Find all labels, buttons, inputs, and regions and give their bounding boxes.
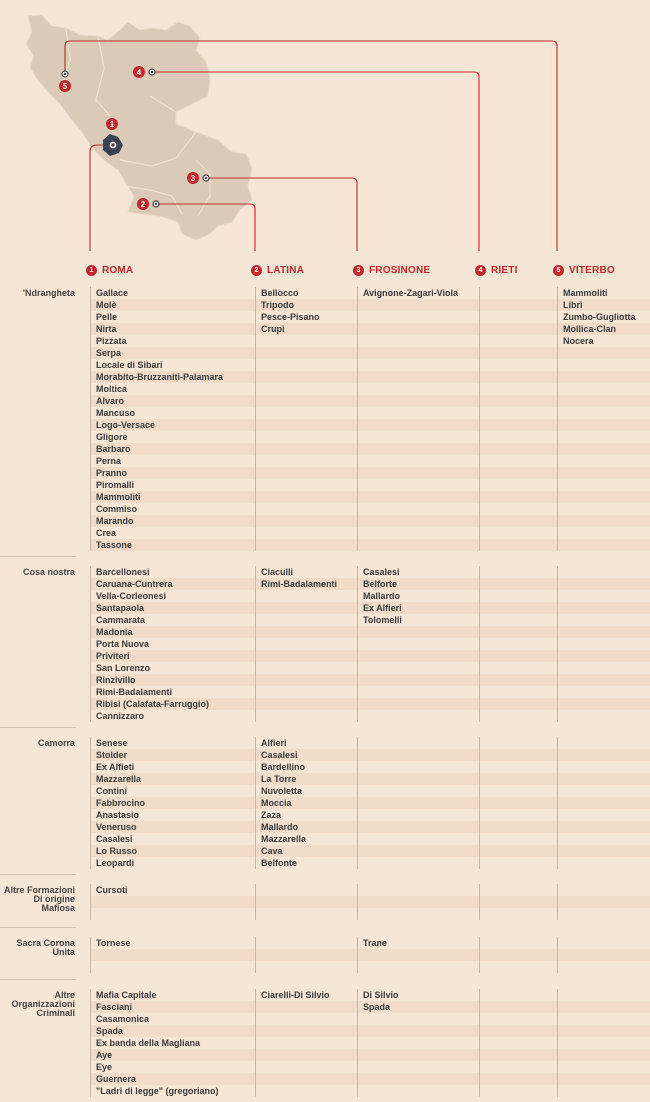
clan-cell: Mammoliti: [96, 492, 141, 502]
column-number-badge: 5: [553, 265, 564, 276]
clan-cell: Priviteri: [96, 651, 130, 661]
marker-badge-number: 2: [140, 200, 146, 209]
section-4: [0, 937, 650, 973]
column-divider: [357, 884, 358, 920]
column-header-frosinone: [353, 265, 430, 276]
clan-cell: Ex Alfieti: [96, 762, 135, 772]
clan-cell: Ex banda della Magliana: [96, 1038, 201, 1048]
marker-badge-number: 3: [190, 174, 196, 183]
map-marker-5: [59, 80, 71, 92]
clan-cell: Mallardo: [363, 591, 401, 601]
clan-cell: Barcellonesi: [96, 567, 150, 577]
clan-cell: Piromalli: [96, 480, 135, 490]
row-stripe: [90, 797, 650, 809]
clan-cell: Libri: [563, 300, 583, 310]
clan-cell: Madonia: [96, 627, 133, 637]
clan-cell: Fabbrocino: [96, 798, 145, 808]
section-label: Sacra Corona Unita: [16, 938, 75, 957]
column-divider: [557, 737, 558, 869]
column-header-label: VITERBO: [569, 265, 615, 276]
clan-cell: Nirta: [96, 324, 117, 334]
column-header-label: ROMA: [102, 265, 134, 276]
section-label: Cosa nostra: [22, 567, 75, 577]
row-stripe: [90, 395, 650, 407]
map-marker-3: [187, 172, 199, 184]
clan-cell: Morabito-Bruzzaniti-Palamara: [96, 372, 224, 382]
clan-cell: Zaza: [261, 810, 282, 820]
clan-cell: Spada: [363, 1002, 391, 1012]
column-header-label: FROSINONE: [369, 265, 431, 276]
clan-cell: Guernera: [96, 1074, 137, 1084]
column-divider: [479, 989, 480, 1097]
clan-cell: Gallace: [96, 288, 129, 298]
column-divider: [90, 989, 91, 1097]
column-divider: [90, 737, 91, 869]
column-divider: [479, 287, 480, 551]
section-3: [0, 884, 650, 920]
section-separator: [0, 874, 76, 875]
column-divider: [90, 884, 91, 920]
section-2: [0, 737, 650, 869]
clan-cell: Barbaro: [96, 444, 131, 454]
clan-cell: Molè: [96, 300, 117, 310]
clan-cell: Zumbo-Gugliotta: [563, 312, 636, 322]
clan-cell: Di Silvio: [363, 990, 399, 1000]
section-0: [0, 287, 650, 551]
clan-cell: Lo Russo: [96, 846, 138, 856]
column-number-badge: 4: [475, 265, 486, 276]
clan-cell: Tolomelli: [363, 615, 402, 625]
row-stripe: [90, 1025, 650, 1037]
clan-cell: Tassone: [96, 540, 132, 550]
marker-badge-number: 5: [62, 82, 68, 91]
clan-cell: Gligore: [96, 432, 128, 442]
clan-cell: Leopardi: [96, 858, 135, 868]
section-1: [0, 566, 650, 722]
column-divider: [557, 287, 558, 551]
clan-cell: Contini: [96, 786, 127, 796]
row-stripe: [90, 749, 650, 761]
clan-cell: Logo-Versace: [96, 420, 156, 430]
column-divider: [557, 937, 558, 973]
section-label: 'Ndrangheta: [22, 288, 75, 298]
section-separator: [0, 927, 76, 928]
row-stripe: [90, 845, 650, 857]
clan-cell: Tornese: [96, 938, 131, 948]
column-divider: [479, 937, 480, 973]
row-stripe: [90, 821, 650, 833]
clan-cell: Pesce-Pisano: [261, 312, 320, 322]
lazio-map: [0, 0, 650, 262]
column-divider: [255, 566, 256, 722]
clan-cell: Belforte: [363, 579, 398, 589]
clan-cell: Veneruso: [96, 822, 137, 832]
row-stripe: [90, 949, 650, 961]
clan-cell: Belfonte: [261, 858, 297, 868]
column-header-rieti: [475, 265, 518, 276]
column-header-latina: [251, 265, 304, 276]
clan-cell: Rimi-Badalamenti: [261, 579, 338, 589]
section-5: [0, 989, 650, 1097]
clan-cell: Serpa: [96, 348, 122, 358]
section-separator: [0, 727, 76, 728]
row-stripe: [90, 1073, 650, 1085]
clan-cell: San Lorenzo: [96, 663, 151, 673]
column-divider: [357, 566, 358, 722]
clan-cell: Alfieri: [261, 738, 287, 748]
clan-cell: Santapaola: [96, 603, 145, 613]
clan-cell: Stolder: [96, 750, 128, 760]
clan-cell: Porta Nuova: [96, 639, 150, 649]
column-number-badge: 3: [353, 265, 364, 276]
clan-cell: Nocera: [563, 336, 594, 346]
clan-cell: Bellocco: [261, 288, 299, 298]
clan-cell: Marando: [96, 516, 134, 526]
column-header-roma: [86, 265, 133, 276]
clan-cell: Spada: [96, 1026, 124, 1036]
clan-cell: Mazzarella: [261, 834, 307, 844]
clan-cell: Ex Alfieri: [363, 603, 402, 613]
column-divider: [255, 989, 256, 1097]
clan-cell: Casalesi: [363, 567, 400, 577]
column-divider: [255, 937, 256, 973]
clan-cell: Avignone-Zagari-Viola: [363, 288, 459, 298]
clan-cell: Nuvoletta: [261, 786, 303, 796]
marker-badge-number: 4: [136, 68, 142, 77]
clan-cell: Commiso: [96, 504, 138, 514]
column-number-badge: 2: [251, 265, 262, 276]
clan-cell: Senese: [96, 738, 128, 748]
column-number-badge: 1: [86, 265, 97, 276]
column-divider: [479, 737, 480, 869]
section-label: Altre Formazioni Di origine Mafiosa: [3, 885, 75, 913]
clan-cell: Casalesi: [96, 834, 133, 844]
clan-cell: Cammarata: [96, 615, 146, 625]
row-stripe: [90, 467, 650, 479]
row-stripe: [90, 1049, 650, 1061]
clan-cell: Mazzarella: [96, 774, 142, 784]
row-stripe: [90, 419, 650, 431]
clan-cell: Alvaro: [96, 396, 125, 406]
clan-cell: Casamonica: [96, 1014, 150, 1024]
column-divider: [557, 566, 558, 722]
clan-cell: Casalesi: [261, 750, 298, 760]
column-divider: [255, 884, 256, 920]
row-stripe: [90, 674, 650, 686]
clan-cell: Ciarelli-Di Silvio: [261, 990, 330, 1000]
row-stripe: [90, 896, 650, 908]
clan-cell: Crea: [96, 528, 117, 538]
clan-cell: Caruana-Cuntrera: [96, 579, 173, 589]
map-marker-1: [106, 118, 118, 130]
clan-cell: Crupi: [261, 324, 285, 334]
column-header-label: LATINA: [267, 265, 305, 276]
clan-cell: Rinzivillo: [96, 675, 136, 685]
column-divider: [255, 737, 256, 869]
clan-cell: Mafia Capitale: [96, 990, 157, 1000]
clan-cell: Mollica-Clan: [563, 324, 617, 334]
clan-cell: Aye: [96, 1050, 113, 1060]
clan-cell: Mallardo: [261, 822, 299, 832]
column-divider: [357, 937, 358, 973]
row-stripe: [90, 539, 650, 551]
clan-cell: Ribisi (Calafata-Farruggio): [96, 699, 210, 709]
clan-cell: Mammoliti: [563, 288, 608, 298]
clan-cell: Mancuso: [96, 408, 136, 418]
clan-cell: Trane: [363, 938, 388, 948]
column-divider: [557, 884, 558, 920]
section-label: Altre Organizzazioni Criminali: [11, 990, 75, 1018]
clan-cell: Rimi-Badalamenti: [96, 687, 173, 697]
row-stripe: [90, 773, 650, 785]
clan-cell: Ciaculli: [261, 567, 294, 577]
column-divider: [90, 287, 91, 551]
clan-cell: Fasciani: [96, 1002, 133, 1012]
clan-cell: Cannizzaro: [96, 711, 145, 721]
column-divider: [479, 566, 480, 722]
section-separator: [0, 556, 76, 557]
column-divider: [479, 884, 480, 920]
clan-cell: Locale di Sibari: [96, 360, 163, 370]
clan-cell: Cursoti: [96, 885, 128, 895]
row-stripe: [90, 626, 650, 638]
clan-cell: Tripodo: [261, 300, 294, 310]
clan-cell: Perna: [96, 456, 122, 466]
clan-cell: Eye: [96, 1062, 113, 1072]
row-stripe: [90, 347, 650, 359]
map-marker-2: [137, 198, 149, 210]
row-stripe: [90, 491, 650, 503]
clan-cell: La Torre: [261, 774, 297, 784]
column-header-label: RIETI: [491, 265, 518, 276]
clan-cell: Moccia: [261, 798, 292, 808]
row-stripe: [90, 515, 650, 527]
row-stripe: [90, 650, 650, 662]
column-divider: [357, 287, 358, 551]
column-divider: [557, 989, 558, 1097]
column-header-viterbo: [553, 265, 615, 276]
clan-cell: Pranno: [96, 468, 128, 478]
map-marker-4: [133, 66, 145, 78]
column-divider: [255, 287, 256, 551]
clan-cell: Anastasio: [96, 810, 140, 820]
clan-cell: Pizzata: [96, 336, 127, 346]
clan-cell: Vella-Corleonesi: [96, 591, 167, 601]
clan-cell: Pelle: [96, 312, 118, 322]
row-stripe: [90, 443, 650, 455]
column-divider: [357, 989, 358, 1097]
marker-badge-number: 1: [109, 120, 115, 129]
column-divider: [357, 737, 358, 869]
clan-cell: Bardellino: [261, 762, 306, 772]
column-divider: [90, 566, 91, 722]
section-label: Camorra: [37, 738, 75, 748]
column-divider: [90, 937, 91, 973]
clan-cell: Moltica: [96, 384, 128, 394]
clan-cell: "Ladri di legge" (gregoriano): [96, 1086, 219, 1096]
clan-cell: Cava: [261, 846, 283, 856]
section-separator: [0, 979, 76, 980]
